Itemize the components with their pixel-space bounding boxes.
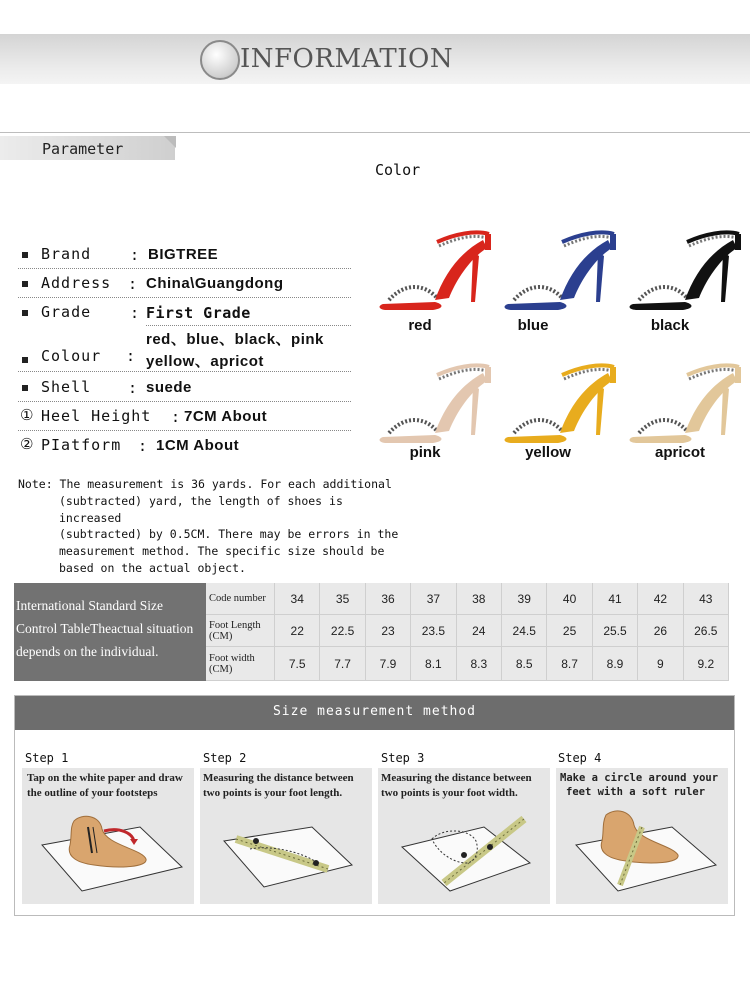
shoe-image-red bbox=[375, 212, 495, 312]
size-table-title-line: International Standard Size bbox=[16, 598, 163, 613]
size-cell: 8.5 bbox=[502, 647, 547, 681]
step-text-line: two points is your foot width. bbox=[381, 787, 518, 799]
marker-circled-two: ② bbox=[20, 435, 34, 453]
param-value-line2: yellow、apricot bbox=[146, 353, 264, 370]
size-cell: 8.7 bbox=[547, 647, 592, 681]
size-cell: 39 bbox=[502, 583, 547, 615]
step-1-label: Step 1 bbox=[25, 751, 69, 765]
size-cell: 9.2 bbox=[684, 647, 729, 681]
size-cell: 8.9 bbox=[593, 647, 638, 681]
param-sep: : bbox=[171, 408, 181, 426]
size-table bbox=[206, 583, 729, 681]
note-line: (subtracted) by 0.5CM. There may be errors in the bbox=[59, 527, 399, 542]
foot-width-illustration bbox=[378, 805, 550, 897]
param-label: Grade bbox=[41, 303, 92, 321]
shoe-label-black: black bbox=[650, 317, 690, 334]
size-cell: 7.9 bbox=[366, 647, 411, 681]
bullet-icon bbox=[22, 252, 28, 258]
step-4-text bbox=[560, 771, 736, 799]
size-cell: 35 bbox=[320, 583, 365, 615]
step-2-text bbox=[203, 771, 379, 801]
size-cell: 8.3 bbox=[457, 647, 502, 681]
param-row-colour bbox=[18, 326, 351, 372]
parameter-tab-label: Parameter bbox=[42, 140, 124, 158]
shoe-image-pink bbox=[375, 345, 495, 445]
size-cell: 26 bbox=[638, 615, 683, 647]
param-label: Brand bbox=[41, 245, 92, 263]
param-row-address bbox=[18, 272, 351, 298]
size-cell: 7.5 bbox=[275, 647, 320, 681]
size-cell: 40 bbox=[547, 583, 592, 615]
param-row-heel-height bbox=[18, 405, 351, 431]
param-label: Address bbox=[41, 274, 112, 292]
size-cell: 23.5 bbox=[411, 615, 456, 647]
foot-outline-illustration bbox=[22, 805, 194, 897]
param-value: 7CM About bbox=[184, 408, 268, 425]
param-value: 1CM About bbox=[156, 437, 240, 454]
shoe-label-apricot: apricot bbox=[654, 444, 705, 461]
bullet-icon bbox=[22, 281, 28, 287]
step-4-label: Step 4 bbox=[558, 751, 602, 765]
size-cell: 25.5 bbox=[593, 615, 638, 647]
size-table-title bbox=[14, 583, 206, 681]
size-row-label: Foot Length (CM) bbox=[206, 615, 275, 647]
marker-circled-one: ① bbox=[20, 406, 34, 424]
size-cell: 34 bbox=[275, 583, 320, 615]
size-cell: 24 bbox=[457, 615, 502, 647]
param-value-line1: red、blue、black、pink bbox=[146, 331, 324, 348]
size-row-label: Code number bbox=[206, 583, 275, 615]
size-cell: 24.5 bbox=[502, 615, 547, 647]
shoe-label-blue: blue bbox=[517, 317, 549, 334]
param-sep: : bbox=[128, 379, 138, 397]
param-sep: : bbox=[138, 437, 148, 455]
param-row-grade bbox=[18, 301, 351, 325]
foot-circumference-illustration bbox=[556, 805, 728, 897]
param-sep: : bbox=[128, 275, 138, 293]
note-line: based on the actual object. bbox=[59, 560, 246, 575]
shoe-image-blue bbox=[500, 212, 620, 312]
size-table-title-line: depends on the individual. bbox=[16, 644, 159, 659]
header-title: INFORMATION bbox=[240, 44, 454, 74]
size-cell: 9 bbox=[638, 647, 683, 681]
param-value: suede bbox=[146, 379, 192, 396]
foot-length-illustration bbox=[200, 805, 372, 897]
size-cell: 42 bbox=[638, 583, 683, 615]
param-label: Colour bbox=[41, 347, 102, 365]
header-circle-ornament bbox=[200, 40, 240, 80]
param-sep: : bbox=[130, 304, 140, 322]
note-line: Note: The measurement is 36 yards. For each additional bbox=[18, 477, 392, 491]
size-table-title-line: Control TableTheactual situation bbox=[16, 621, 194, 636]
param-value: First Grade bbox=[146, 304, 251, 322]
shoe-image-yellow bbox=[500, 345, 620, 445]
step-text-line: Tap on the white paper and draw bbox=[27, 772, 183, 784]
step-text-line: Make a circle around your bbox=[560, 772, 719, 784]
step-3-label: Step 3 bbox=[381, 751, 425, 765]
bullet-icon bbox=[22, 357, 28, 363]
bullet-icon bbox=[22, 310, 28, 316]
size-note bbox=[18, 476, 408, 577]
param-sep: : bbox=[130, 246, 140, 264]
step-text-line: the outline of your footsteps bbox=[27, 787, 158, 799]
step-1-text bbox=[27, 771, 203, 801]
param-row-platform bbox=[18, 434, 351, 460]
step-text-line: feet with a soft ruler bbox=[566, 786, 706, 798]
size-cell: 22.5 bbox=[320, 615, 365, 647]
param-label: Heel Height bbox=[41, 407, 152, 425]
step-text-line: Measuring the distance between bbox=[381, 772, 532, 784]
shoe-image-apricot bbox=[625, 345, 745, 445]
size-cell: 43 bbox=[684, 583, 729, 615]
size-cell: 37 bbox=[411, 583, 456, 615]
param-row-brand bbox=[18, 243, 351, 269]
param-label: Shell bbox=[41, 378, 92, 396]
note-line: (subtracted) yard, the length of shoes is increased bbox=[59, 493, 343, 525]
shoe-label-pink: pink bbox=[409, 444, 441, 461]
size-cell: 23 bbox=[366, 615, 411, 647]
divider bbox=[0, 132, 750, 133]
size-cell: 36 bbox=[366, 583, 411, 615]
measurement-method-title: Size measurement method bbox=[15, 696, 734, 730]
param-sep: : bbox=[126, 347, 136, 365]
shoe-label-red: red bbox=[408, 317, 432, 334]
size-cell: 8.1 bbox=[411, 647, 456, 681]
color-heading: Color bbox=[375, 161, 421, 179]
bullet-icon bbox=[22, 385, 28, 391]
size-cell: 41 bbox=[593, 583, 638, 615]
size-cell: 26.5 bbox=[684, 615, 729, 647]
param-row-shell bbox=[18, 376, 351, 402]
size-cell: 7.7 bbox=[320, 647, 365, 681]
size-cell: 22 bbox=[275, 615, 320, 647]
shoe-image-black bbox=[625, 212, 745, 312]
param-value: BIGTREE bbox=[148, 246, 219, 263]
param-label: PIatform bbox=[41, 436, 122, 454]
shoe-label-yellow: yellow bbox=[525, 444, 571, 461]
step-text-line: Measuring the distance between bbox=[203, 772, 354, 784]
step-3-text bbox=[381, 771, 557, 801]
step-2-label: Step 2 bbox=[203, 751, 247, 765]
note-line: measurement method. The specific size should be bbox=[59, 544, 385, 559]
param-value: China\Guangdong bbox=[146, 275, 284, 292]
size-row-label: Foot width (CM) bbox=[206, 647, 275, 681]
size-cell: 25 bbox=[547, 615, 592, 647]
step-text-line: two points is your foot length. bbox=[203, 787, 343, 799]
size-cell: 38 bbox=[457, 583, 502, 615]
